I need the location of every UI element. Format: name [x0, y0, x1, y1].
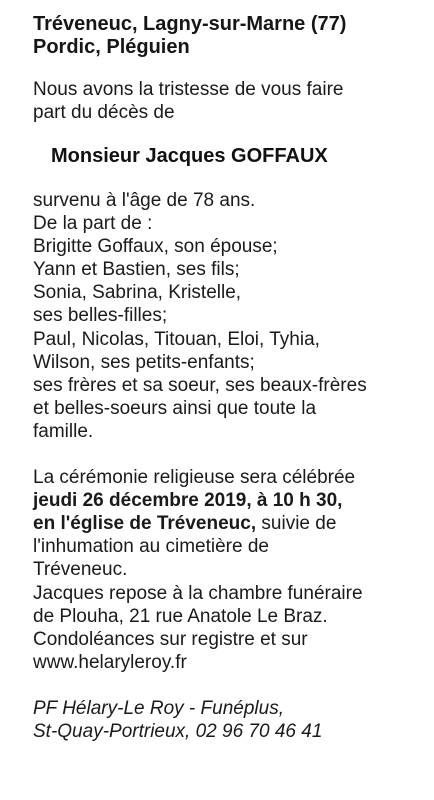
family-line: Sonia, Sabrina, Kristelle, — [33, 282, 242, 304]
ceremony-date: jeudi 26 décembre 2019, à 10 h 30, — [33, 490, 343, 512]
funeral-home-line-1: PF Hélary-Le Roy - Funéplus, — [33, 697, 284, 719]
family-line: De la part de : — [33, 213, 153, 235]
family-line: survenu à l'âge de 78 ans. — [33, 190, 256, 211]
ceremony-line-6: Jacques repose à la chambre funéraire — [33, 582, 363, 604]
ceremony-line-7: de Plouha, 21 rue Anatole Le Braz. — [33, 605, 328, 627]
deceased-name: Monsieur Jacques GOFFAUX — [51, 145, 328, 167]
ceremony-details — [33, 466, 422, 674]
website-text: www.helaryleroy.fr — [33, 651, 187, 673]
family-line: Brigitte Goffaux, son épouse; — [33, 236, 278, 258]
ceremony-church-line — [33, 512, 422, 535]
family-line: ses frères et sa soeur, ses beaux-frères — [33, 374, 367, 396]
funeral-home-line-2: St-Quay-Portrieux, 02 96 70 46 41 — [33, 720, 323, 742]
intro-text — [33, 78, 422, 124]
ceremony-line-4: l'inhumation au cimetière de — [33, 536, 269, 558]
family-line: et belles-soeurs ainsi que toute la — [33, 397, 317, 419]
funeral-home-credit — [33, 697, 422, 743]
family-list — [33, 189, 422, 443]
family-line: famille. — [33, 420, 94, 442]
ceremony-line-5: Tréveneuc. — [33, 559, 128, 581]
ceremony-line-8: Condoléances sur registre et sur — [33, 628, 308, 650]
ceremony-line-1: La cérémonie religieuse sera célébrée — [33, 467, 356, 489]
church-rest: suivie de — [256, 513, 337, 535]
family-line: Yann et Bastien, ses fils; — [33, 259, 240, 281]
family-line: Paul, Nicolas, Titouan, Eloi, Tyhia, — [33, 328, 320, 350]
locations-heading — [33, 13, 422, 59]
church-name: en l'église de Tréveneuc, — [33, 513, 257, 535]
locations-line-1: Tréveneuc, Lagny-sur-Marne (77) — [33, 13, 347, 35]
family-line: ses belles-filles; — [33, 305, 168, 327]
intro-line-1: Nous avons la tristesse de vous faire — [33, 79, 344, 100]
family-line: Wilson, ses petits-enfants; — [33, 351, 255, 373]
intro-line-2: part du décès de — [33, 102, 175, 123]
locations-line-2: Pordic, Pléguien — [33, 36, 190, 58]
